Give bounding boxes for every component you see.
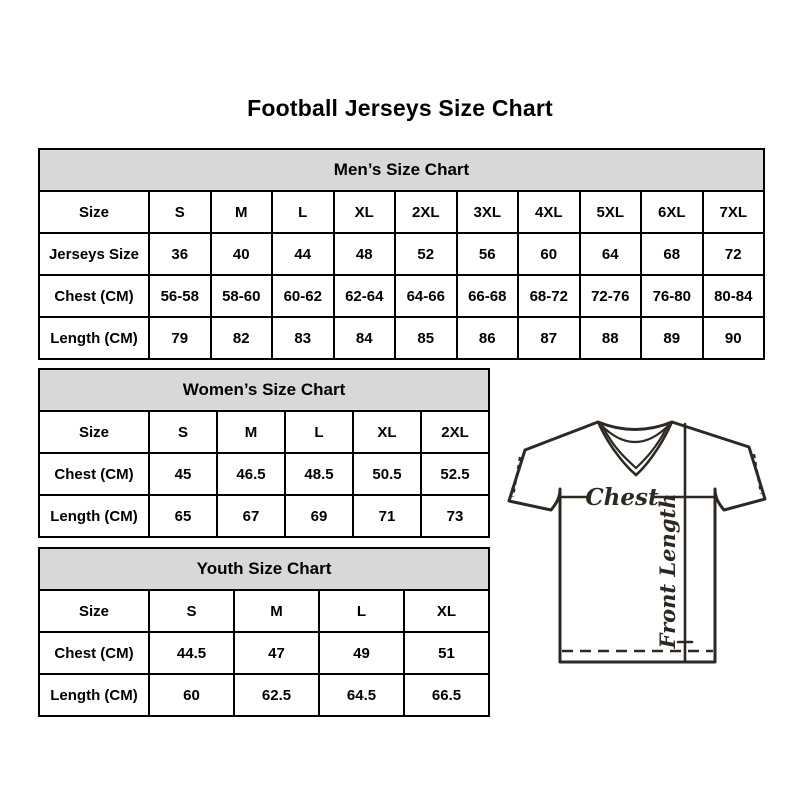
table-title-row: [39, 149, 764, 191]
size-cell: 64.5: [319, 674, 404, 716]
size-cell: 44: [272, 233, 334, 275]
size-cell: 2XL: [395, 191, 457, 233]
size-cell: 49: [319, 632, 404, 674]
table-row: [39, 275, 764, 317]
size-cell: 79: [149, 317, 211, 359]
table-row: [39, 453, 489, 495]
front-length-label: Front Length: [655, 493, 680, 649]
size-cell: 52: [395, 233, 457, 275]
size-cell: 62-64: [334, 275, 396, 317]
size-cell: M: [234, 590, 319, 632]
size-cell: 45: [149, 453, 217, 495]
size-cell: 56-58: [149, 275, 211, 317]
size-cell: 51: [404, 632, 489, 674]
size-cell: S: [149, 590, 234, 632]
size-cell: 46.5: [217, 453, 285, 495]
size-cell: L: [285, 411, 353, 453]
size-cell: 3XL: [457, 191, 519, 233]
size-cell: 5XL: [580, 191, 642, 233]
table-row: [39, 495, 489, 537]
row-label: Size: [39, 191, 149, 233]
size-cell: 65: [149, 495, 217, 537]
size-cell: 82: [211, 317, 273, 359]
youth-size-chart-title: Youth Size Chart: [39, 548, 489, 590]
size-cell: 69: [285, 495, 353, 537]
row-label: Chest (CM): [39, 632, 149, 674]
table-row: [39, 632, 489, 674]
table-row: [39, 191, 764, 233]
size-cell: XL: [353, 411, 421, 453]
size-cell: 40: [211, 233, 273, 275]
size-cell: 60: [149, 674, 234, 716]
size-cell: 64: [580, 233, 642, 275]
table-row: [39, 674, 489, 716]
row-label: Chest (CM): [39, 453, 149, 495]
size-cell: M: [217, 411, 285, 453]
size-cell: 76-80: [641, 275, 703, 317]
mens-size-chart-title: Men’s Size Chart: [39, 149, 764, 191]
size-cell: 60: [518, 233, 580, 275]
jersey-outline: [509, 422, 765, 662]
size-cell: 68: [641, 233, 703, 275]
row-label: Length (CM): [39, 674, 149, 716]
size-cell: 88: [580, 317, 642, 359]
size-cell: 66-68: [457, 275, 519, 317]
table-title-row: [39, 369, 489, 411]
size-cell: 68-72: [518, 275, 580, 317]
jersey-measurement-diagram: [503, 413, 771, 665]
size-cell: 4XL: [518, 191, 580, 233]
table-row: [39, 233, 764, 275]
size-cell: 90: [703, 317, 765, 359]
page-title: Football Jerseys Size Chart: [247, 95, 553, 121]
size-cell: S: [149, 411, 217, 453]
size-cell: L: [272, 191, 334, 233]
womens-size-chart-title: Women’s Size Chart: [39, 369, 489, 411]
size-cell: L: [319, 590, 404, 632]
size-cell: 48.5: [285, 453, 353, 495]
size-cell: 85: [395, 317, 457, 359]
row-label: Length (CM): [39, 495, 149, 537]
size-cell: 66.5: [404, 674, 489, 716]
mens-size-table: [38, 148, 765, 360]
size-cell: 71: [353, 495, 421, 537]
size-cell: 36: [149, 233, 211, 275]
size-cell: 73: [421, 495, 489, 537]
size-cell: 44.5: [149, 632, 234, 674]
size-cell: 84: [334, 317, 396, 359]
size-cell: 2XL: [421, 411, 489, 453]
size-cell: 56: [457, 233, 519, 275]
size-cell: 64-66: [395, 275, 457, 317]
size-cell: 62.5: [234, 674, 319, 716]
chest-label: Chest: [585, 484, 659, 511]
row-label: Jerseys Size: [39, 233, 149, 275]
size-cell: 52.5: [421, 453, 489, 495]
table-row: [39, 590, 489, 632]
size-cell: 7XL: [703, 191, 765, 233]
size-cell: 50.5: [353, 453, 421, 495]
size-cell: M: [211, 191, 273, 233]
size-cell: 89: [641, 317, 703, 359]
size-cell: XL: [404, 590, 489, 632]
size-cell: 6XL: [641, 191, 703, 233]
size-cell: 83: [272, 317, 334, 359]
table-row: [39, 411, 489, 453]
row-label: Chest (CM): [39, 275, 149, 317]
table-title-row: [39, 548, 489, 590]
youth-size-table: [38, 547, 490, 717]
size-cell: 86: [457, 317, 519, 359]
row-label: Length (CM): [39, 317, 149, 359]
size-cell: XL: [334, 191, 396, 233]
table-row: [39, 317, 764, 359]
size-cell: 80-84: [703, 275, 765, 317]
row-label: Size: [39, 590, 149, 632]
size-cell: 60-62: [272, 275, 334, 317]
size-cell: 67: [217, 495, 285, 537]
row-label: Size: [39, 411, 149, 453]
size-cell: 58-60: [211, 275, 273, 317]
size-cell: 47: [234, 632, 319, 674]
size-cell: 72-76: [580, 275, 642, 317]
size-cell: 87: [518, 317, 580, 359]
size-cell: S: [149, 191, 211, 233]
size-cell: 72: [703, 233, 765, 275]
size-cell: 48: [334, 233, 396, 275]
womens-size-table: [38, 368, 490, 538]
